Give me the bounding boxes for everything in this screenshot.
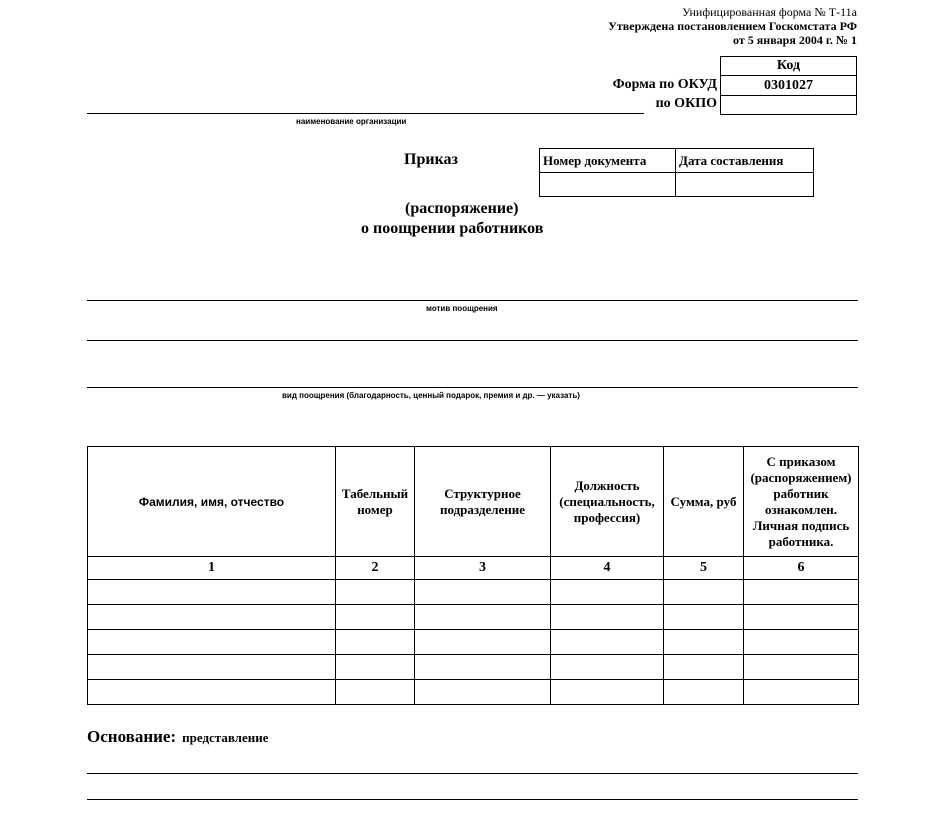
column-number: 2	[336, 557, 415, 580]
table-cell[interactable]	[88, 655, 336, 680]
motive-caption: мотив поощрения	[426, 304, 498, 313]
col-header-department: Структурное подразделение	[415, 447, 551, 557]
table-cell[interactable]	[88, 605, 336, 630]
order-subject: о поощрении работников	[361, 220, 544, 237]
table-cell[interactable]	[744, 680, 859, 705]
column-number: 4	[551, 557, 664, 580]
reward-type-line[interactable]	[87, 387, 858, 388]
table-cell[interactable]	[336, 680, 415, 705]
table-cell[interactable]	[664, 680, 744, 705]
motive-line-2[interactable]	[87, 340, 858, 341]
table-cell[interactable]	[551, 655, 664, 680]
doc-date-field[interactable]	[676, 173, 814, 197]
doc-number-header: Номер документа	[540, 149, 676, 173]
basis-line[interactable]	[87, 773, 858, 774]
table-cell[interactable]	[88, 580, 336, 605]
table-cell[interactable]	[415, 605, 551, 630]
okud-code-field[interactable]: 0301027	[720, 75, 857, 96]
table-cell[interactable]	[551, 680, 664, 705]
column-number: 1	[88, 557, 336, 580]
employees-table	[87, 446, 859, 705]
table-cell[interactable]	[664, 655, 744, 680]
table-cell[interactable]	[664, 605, 744, 630]
table-cell[interactable]	[336, 655, 415, 680]
order-subtitle: (распоряжение)	[405, 200, 519, 217]
col-header-full-name: Фамилия, имя, отчество	[88, 447, 336, 557]
table-cell[interactable]	[336, 580, 415, 605]
approval-line: Утверждена постановлением Госкомстата РФ	[608, 19, 857, 33]
organization-name-line[interactable]	[87, 113, 644, 114]
table-cell[interactable]	[744, 655, 859, 680]
okpo-label: по ОКПО	[655, 96, 717, 111]
table-row	[88, 630, 859, 655]
code-header-cell: Код	[720, 56, 857, 76]
table-cell[interactable]	[415, 655, 551, 680]
table-cell[interactable]	[744, 580, 859, 605]
table-cell[interactable]	[664, 630, 744, 655]
col-header-amount: Сумма, руб	[664, 447, 744, 557]
table-cell[interactable]	[551, 605, 664, 630]
table-cell[interactable]	[88, 680, 336, 705]
table-cell[interactable]	[336, 630, 415, 655]
table-cell[interactable]	[415, 680, 551, 705]
basis-row	[87, 727, 269, 747]
approval-date-line: от 5 января 2004 г. № 1	[733, 33, 857, 47]
okpo-code-field[interactable]	[720, 95, 857, 115]
table-cell[interactable]	[415, 630, 551, 655]
column-number: 5	[664, 557, 744, 580]
table-cell[interactable]	[415, 580, 551, 605]
table-cell[interactable]	[551, 630, 664, 655]
table-cell[interactable]	[664, 580, 744, 605]
table-cell[interactable]	[336, 605, 415, 630]
column-number: 3	[415, 557, 551, 580]
doc-number-field[interactable]	[540, 173, 676, 197]
table-cell[interactable]	[744, 630, 859, 655]
basis-text: представление	[182, 730, 269, 745]
organization-caption: наименование организации	[296, 117, 407, 126]
doc-date-header: Дата составления	[676, 149, 814, 173]
column-number: 6	[744, 557, 859, 580]
col-header-position: Должность (специальность, профессия)	[551, 447, 664, 557]
col-header-personnel-number: Табельный номер	[336, 447, 415, 557]
document-info-table	[539, 148, 814, 197]
table-row	[88, 680, 859, 705]
reward-type-caption: вид поощрения (благодарность, ценный подарок, премия и др. — указать)	[282, 391, 580, 400]
table-row	[88, 605, 859, 630]
col-header-signature: С приказом (распоряжением) работник ознакомлен. Личная подпись работника.	[744, 447, 859, 557]
order-title: Приказ	[404, 151, 458, 168]
basis-line-2[interactable]	[87, 799, 858, 800]
table-row	[88, 655, 859, 680]
basis-label: Основание:	[87, 727, 177, 746]
table-cell[interactable]	[744, 605, 859, 630]
okud-label: Форма по ОКУД	[612, 77, 717, 92]
motive-line[interactable]	[87, 300, 858, 301]
form-code-line: Унифицированная форма № Т-11а	[682, 5, 857, 19]
table-cell[interactable]	[88, 630, 336, 655]
table-cell[interactable]	[551, 580, 664, 605]
table-row	[88, 580, 859, 605]
